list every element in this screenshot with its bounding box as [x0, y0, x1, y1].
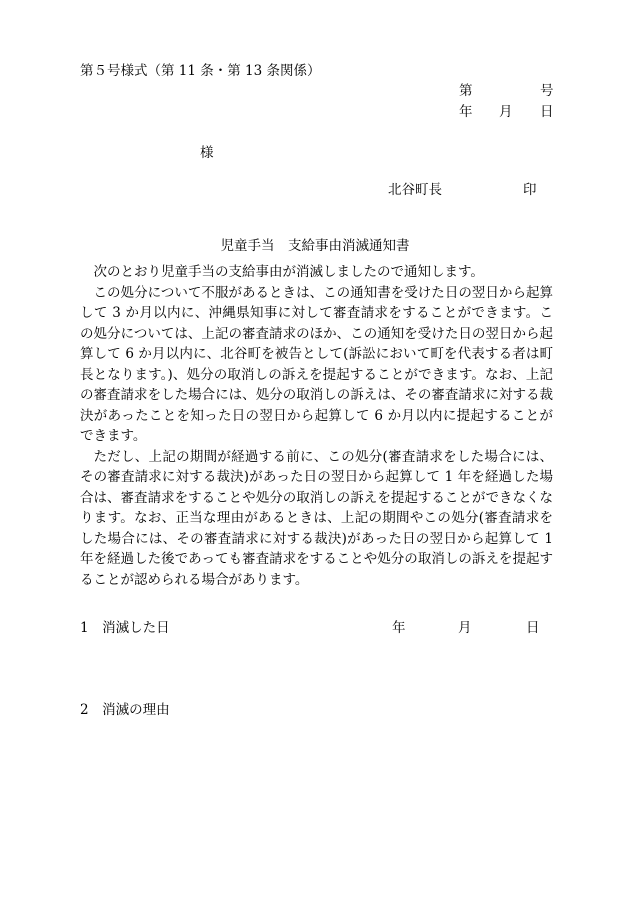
notice-paragraph: ただし、上記の期間が経過する前に、この処分(審査請求をした場合には、その審査請求に対する裁決)があった日の翌日から起算して 1 年を経過した場合は、審査請求をすることや処分の取消しの訴えを提起することができなくなります。なお、正当な理由があるときは、上記の期間やこの処分(審査請求をした場合には、その審査請求に対する裁決)があった日の翌日から起算して 1 年を経過した後であっても審査請求をすることや処分の取消しの訴えを提起することが認められる場合があります。	[80, 448, 553, 588]
document-number-label: 第	[459, 83, 473, 99]
notice-body	[80, 262, 553, 590]
item-extinction-date-label: 1 消滅した日	[80, 620, 170, 636]
issue-date-day: 日	[540, 104, 554, 120]
document-title: 児童手当 支給事由消滅通知書	[220, 238, 410, 254]
seal-mark: 印	[523, 182, 537, 198]
document-number-suffix: 号	[540, 83, 554, 99]
issue-date-year: 年	[459, 104, 473, 120]
notice-paragraph: この処分について不服があるときは、この通知書を受けた日の翌日から起算して 3 か月以内に、沖縄県知事に対して審査請求をすることができます。この処分については、上記の審査請求のほか、この通知を受けた日の翌日から起算して 6 か月以内に、北谷町を被告として(訴訟において町を代表する者は町長となります。)、処分の取消しの訴えを提起することができます。なお、上記の審査請求をした場合には、処分の取消しの訴えは、その審査請求に対する裁決があったことを知った日の翌日から起算して 6 か月以内に提起することができます。	[80, 284, 553, 444]
item-extinction-date-month: 月	[458, 620, 472, 636]
item-extinction-reason-label: 2 消滅の理由	[80, 702, 170, 718]
item-extinction-date-year: 年	[392, 620, 406, 636]
recipient-honorific: 様	[200, 145, 214, 161]
notice-paragraph: 次のとおり児童手当の支給事由が消滅しましたので通知します。	[93, 264, 484, 280]
form-number: 第５号様式（第 11 条・第 13 条関係）	[80, 63, 321, 79]
issue-date-month: 月	[499, 104, 513, 120]
issuer-name: 北谷町長	[388, 182, 442, 198]
item-extinction-date-day: 日	[526, 620, 540, 636]
